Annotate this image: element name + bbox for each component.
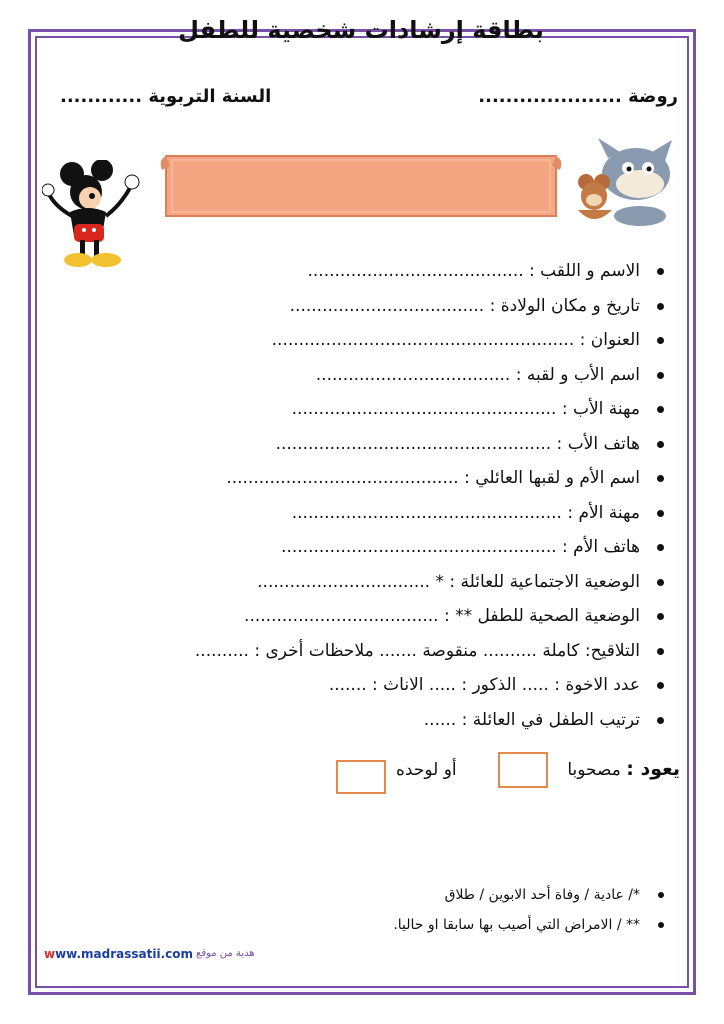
field-father-job: مهنة الأب : ................................................. <box>64 392 664 427</box>
website-first-letter: w <box>44 947 56 961</box>
website-link[interactable] <box>44 947 193 961</box>
field-mother-name: اسم الأم و لقبها العائلي : ........................................... <box>64 461 664 496</box>
child-info-fields <box>64 254 664 737</box>
card-title: بطاقة إرشادات شخصية للطفل <box>178 16 544 44</box>
field-child-health-status: الوضعية الصحية للطفل ** : .................................... <box>64 599 664 634</box>
return-label: يعود : <box>626 758 680 780</box>
field-name: الاسم و اللقب : ........................................ <box>64 254 664 289</box>
field-address: العنوان : ........................................................ <box>64 323 664 358</box>
field-siblings: عدد الاخوة : ..... الذكور : ..... الاناث : ....... <box>64 668 664 703</box>
alone-label: أو لوحده <box>396 760 457 780</box>
field-father-phone: هاتف الأب : ................................................... <box>64 427 664 462</box>
alone-checkbox[interactable] <box>336 760 386 794</box>
field-mother-job: مهنة الأم : .................................................. <box>64 496 664 531</box>
accompanied-label: مصحوبا <box>567 760 621 780</box>
field-family-social-status: الوضعية الاجتماعية للعائلة : * ................................ <box>64 565 664 600</box>
field-mother-phone: هاتف الأم : ................................................... <box>64 530 664 565</box>
footnote-health: ** / الامراض التي أصيب بها سابقا او حاليا. <box>64 910 664 940</box>
website-text: ww.madrassatii.com <box>55 947 194 961</box>
school-year-field: السنة التربوية ............ <box>60 86 272 107</box>
footnote-social-status: */ عادية / وفاة أحد الابوين / طلاق <box>64 880 664 910</box>
footnotes <box>64 880 664 940</box>
field-vaccinations: التلاقيح: كاملة .......... منقوصة ....... ملاحظات أخرى : .......... <box>64 634 664 669</box>
field-birth-date-place: تاريخ و مكان الولادة : .................................... <box>64 289 664 324</box>
gift-note: هدية من موقع <box>196 948 255 959</box>
accompanied-checkbox[interactable] <box>498 752 548 788</box>
title-banner <box>158 150 564 222</box>
kindergarten-field: روضة ..................... <box>478 86 678 107</box>
field-father-name: اسم الأب و لقبه : .................................... <box>64 358 664 393</box>
tom-and-jerry-illustration <box>568 138 680 228</box>
return-line <box>567 758 680 780</box>
field-child-rank: ترتيب الطفل في العائلة : ...... <box>64 703 664 738</box>
